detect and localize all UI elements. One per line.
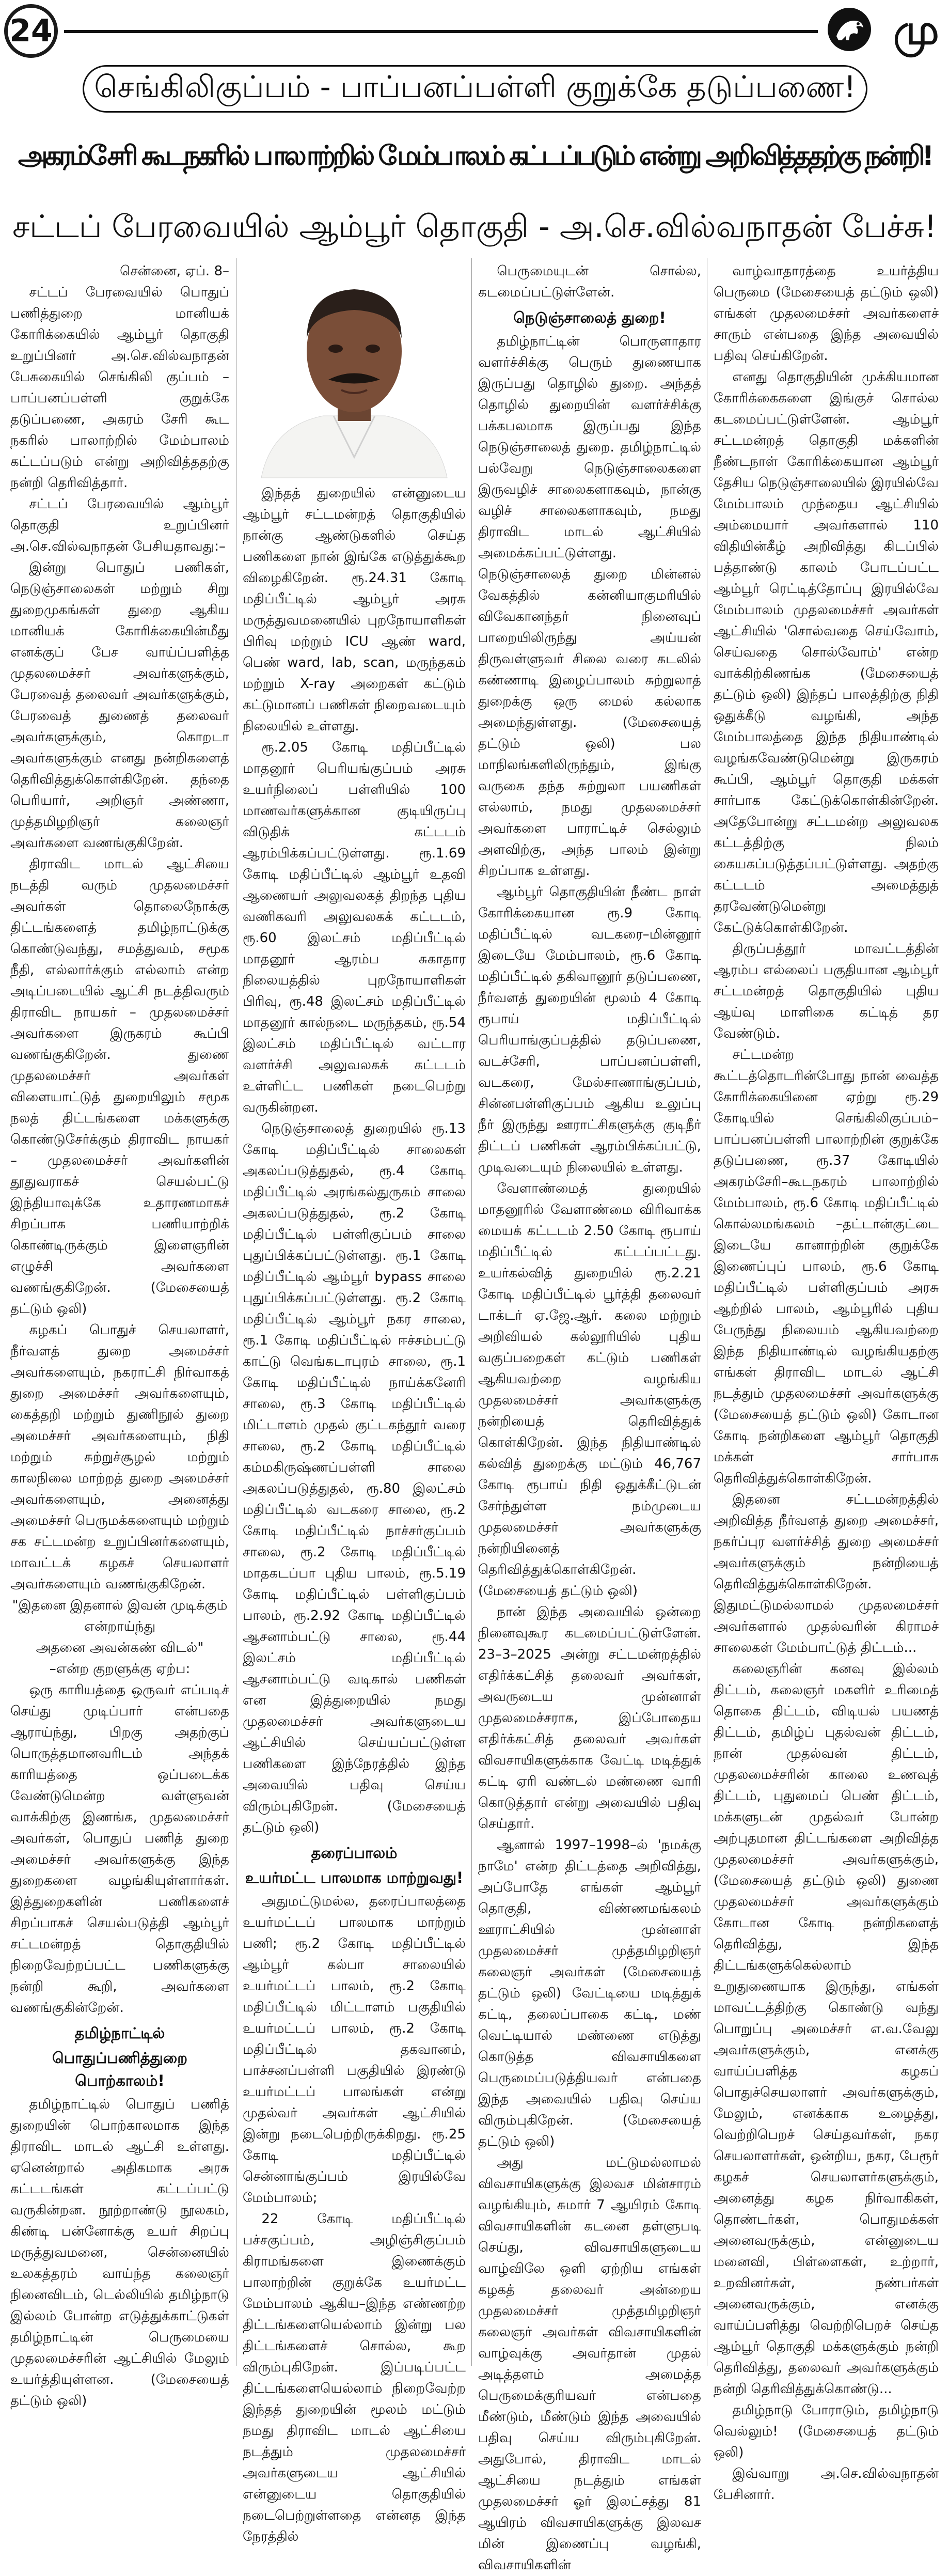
portrait-illustration (241, 261, 468, 478)
body-paragraph: ஒரு காரியத்தை ஒருவர் எப்படிச் செய்து முடிப்பார் என்பதை ஆராய்ந்து, பிறகு அதற்குப் பொருத்தமானவரிடம் அந்தக் காரியத்தை ஒப்படைக்க வேண்டுமென்ற வள்ளுவன் வாக்கிற்கு இணங்க, முதலமைச்சர் அவர்கள், பொதுப் பணித் துறை அமைச்சர் அவர்களுக்கு இந்த துறைகளை வழங்கியுள்ளார்கள். இத்துறைகளின் பணிகளைச் சிறப்பாகச் செயல்படுத்தி ஆம்பூர் சட்டமன்றத் தொகுதியில் நிறைவேற்றப்பட்ட பணிகளுக்கு நன்றி கூறி, அவர்களை வணங்குகின்றேன். (10, 1682, 229, 2016)
article-column-3 (478, 261, 701, 2573)
portrait-photo (241, 261, 468, 478)
closing-paragraph: இவ்வாறு அ.செ.வில்வநாதன் பேசினார். (714, 2466, 939, 2503)
article-column-1 (10, 261, 229, 2409)
body-paragraph: திருப்பத்தூர் மாவட்டத்தின் ஆரம்ப எல்லைப் பகுதியான ஆம்பூர் சட்டமன்றத் தொகுதியில் புதிய ஆய்வு மாளிகை கட்டித் தர வேண்டும். (714, 941, 939, 1041)
section-subheading: உயர்மட்ட பாலமாக மாற்றுவது! (245, 1869, 464, 1886)
dateline: சென்னை, ஏப். 8– (120, 263, 229, 279)
body-paragraph: 22 கோடி மதிப்பீட்டில் பச்சகுப்பம், அழிஞ்சிகுப்பம் கிராமங்களை இணைக்கும் பாலாற்றின் குறுக்கே உயர்மட்ட மேம்பாலம் ஆகிய–இந்த எண்ணற்ற திட்டங்களையெல்லாம் இன்று பல திட்டங்களைச் சொல்ல, கூற விரும்புகிறேன். இப்படிப்பட்ட திட்டங்களையெல்லாம் நிறைவேற்ற இந்தத் துறையின் மூலம் மட்டும் நமது திராவிட மாடல் ஆட்சியை நடத்தும் முதலமைச்சர் அவர்களுடைய ஆட்சியில் என்னுடைய தொகுதியில் நடைபெற்றுள்ளதை என்னத இந்த நேரத்தில் (243, 2211, 466, 2544)
sub-headline: சட்டப் பேரவையில் ஆம்பூர் தொகுதி - அ.செ.வில்வநாதன் பேச்சு! (12, 209, 937, 245)
section-subheading: தமிழ்நாட்டில் (74, 2024, 165, 2042)
body-paragraph: தமிழ்நாட்டின் பொருளாதார வளர்ச்சிக்கு பெரும் துணையாக இருப்பது தொழில் துறை. அந்தத் தொழில் துறையின் வளர்ச்சிக்கு பக்கபலமாக இருப்பது இந்த நெடுஞ்சாலைத் துறை. தமிழ்நாட்டில் பல்வேறு நெடுஞ்சாலைகளை இருவழிச் சாலைகளாகவும், நான்கு வழிச் சாலைகளாகவும், நமது திராவிட மாடல் ஆட்சியில் அமைக்கப்பட்டுள்ளது. நெடுஞ்சாலைத் துறை மின்னல் வேகத்தில் கன்னியாகுமரியில் விவேகானந்தர் நினைவுப் பாறையிலிருந்து அய்யன் திருவள்ளுவர் சிலை வரை கடலில் கண்ணாடி இழைப்பாலம் சுற்றுலாத் துறைக்கு ஒரு மைல் கல்லாக அமைந்துள்ளது. (மேசையைத் தட்டும் ஒலி) பல மாநிலங்களிலிருந்தும், இங்கு வருகை தந்த சுற்றுலா பயணிகள் எல்லாம், நமது முதலமைச்சர் அவர்களை பாராட்டிச் செல்லும் அளவிற்கு, அந்த பாலம் இன்று சிறப்பாக உள்ளது. (478, 334, 701, 879)
body-paragraph: கழகப் பொதுச் செயலாளர், நீர்வளத் துறை அமைச்சர் அவர்களையும், நகராட்சி நிர்வாகத் துறை அமைச்சர் அவர்களையும், கைத்தறி மற்றும் துணிநூல் துறை அமைச்சர் அவர்களையும், நிதி மற்றும் சுற்றுச்சூழல் மற்றும் காலநிலை மாற்றத் துறை அமைச்சர் அவர்களையும், அனைத்து அமைச்சர் பெருமக்களையும் மற்றும் சக சட்டமன்ற உறுப்பினர்களையும், மாவட்டக் கழகச் செயலாளர் அவர்களையும் வணங்குகிறேன். (10, 1322, 229, 1592)
body-paragraph: சட்டமன்ற கூட்டத்தொடரின்போது நான் வைத்த கோரிக்கையினை ஏற்று ரூ.29 கோடியில் செங்கிலிகுப்பம்–பாப்பனப்பள்ளி பாலாற்றின் குறுக்கே தடுப்பணை, ரூ.37 கோடியில் அகரம்சேரி–கூடநகரம் பாலாற்றில் மேம்பாலம், ரூ.6 கோடி மதிப்பீட்டில் கொல்லமங்கலம் –தட்டான்குட்டை இடையே கானாற்றின் குறுக்கே இணைப்புப் பாலம், ரூ.6 கோடி மதிப்பீட்டில் பள்ளிகுப்பம் அரசு ஆற்றில் பாலம், ஆம்பூரில் புதிய பேருந்து நிலையம் ஆகியவற்றை இந்த நிதியாண்டில் வழங்கியதற்கு எங்கள் திராவிட மாடல் ஆட்சி நடத்தும் முதலமைச்சர் அவர்களுக்கு (மேசையைத் தட்டும் ஒலி) கோடான கோடி நன்றிகளை ஆம்பூர் தொகுதி மக்கள் சார்பாக தெரிவித்துக்கொள்கிறேன். (714, 1047, 939, 1486)
body-paragraph: ஆனால் 1997–1998–ல் 'நமக்கு நாமே' என்ற திட்டத்தை அறிவித்து, அப்போதே எங்கள் ஆம்பூர் தொகுதி, விண்ணமங்கலம் ஊராட்சியில் முன்னாள் முதலமைச்சர் முத்தமிழறிஞர் கலைஞர் அவர்கள் (மேசையைத் தட்டும் ஒலி) வேட்டியை மடித்துக் கட்டி, தலைப்பாகை கட்டி, மண் வெட்டியால் மண்ணை எடுத்து கொடுத்த விவசாயிகளை பெருமைப்படுத்தியவர் என்பதை இந்த அவையில் பதிவு செய்ய விரும்புகிறேன். (மேசையைத் தட்டும் ஒலி) (478, 1837, 701, 2149)
body-paragraph: ஆம்பூர் தொகுதியின் நீண்ட நாள் கோரிக்கையான ரூ.9 கோடி மதிப்பீட்டில் வடகரை–மின்னூர் இடையே மேம்பாலம், ரூ.6 கோடி மதிப்பீட்டில் தகிவானூர் தடுப்பணை, நீர்வளத் துறையின் மூலம் 4 கோடி ரூபாய் மதிப்பீட்டில் பெரியாங்குப்பத்தில் தடுப்பணை, வடச்சேரி, பாப்பனப்பள்ளி, வடகரை, மேல்சாணாங்குப்பம், சின்னபள்ளிகுப்பம் ஆகிய உலுப்பு நீர் இருந்து ஊராட்சிகளுக்கு குடிநீர் திட்டப் பணிகள் ஆரம்பிக்கப்பட்டு, முடிவடையும் நிலையில் உள்ளது. (478, 884, 701, 1175)
main-headline: அகரம்சேரி கூடநகரில் பாலாற்றில் மேம்பாலம் கட்டப்படும் என்று அறிவித்ததற்கு நன்றி! (18, 140, 931, 171)
article-column-4 (714, 261, 939, 2503)
body-paragraph: தமிழ்நாடு போராடும், தமிழ்நாடு வெல்லும்! (மேசையைத் தட்டும் ஒலி) (714, 2402, 939, 2460)
masthead-title-fragment: மு (893, 6, 939, 54)
body-paragraph: இதனை சட்டமன்றத்தில் அறிவித்த நீர்வளத் துறை அமைச்சர், நகர்ப்புர வளர்ச்சித் துறை அமைச்சர் அவர்களுக்கும் நன்றியைத் தெரிவித்துக்கொள்கிறேன். இதுமட்டுமல்லாமல் முதலமைச்சர் அவர்களால் முதல்வரின் கிராமச் சாலைகள் மேம்பாட்டுத் திட்டம்... (714, 1492, 939, 1656)
body-paragraph: எனது தொகுதியின் முக்கியமான கோரிக்கைகளை இங்குச் சொல்ல கடமைப்பட்டுள்ளேன். ஆம்பூர் சட்டமன்றத் தொகுதி மக்களின் நீண்டநாள் கோரிக்கையான ஆம்பூர் தேசிய நெடுஞ்சாலையில் இரயில்வே மேம்பாலம் முந்தைய ஆட்சியில் அம்மையார் அவர்களால் 110 விதியின்கீழ் அறிவித்து கிடப்பில் பத்தாண்டு காலம் போடப்பட்ட ஆம்பூர் ரெட்டித்தோப்பு இரயில்வே மேம்பாலம் முதலமைச்சர் அவர்கள் ஆட்சியில் 'சொல்வதை செய்வோம், செய்வதை சொல்வோம்' என்ற வாக்கிற்கிணங்க (மேசையைத் தட்டும் ஒலி) இந்தப் பாலத்திற்கு நிதி ஒதுக்கீடு வழங்கி, அந்த மேம்பாலத்தை இந்த நிதியாண்டில் வழங்கவேண்டுமென்று இருகரம் கூப்பி, ஆம்பூர் தொகுதி மக்கள் சார்பாக கேட்டுக்கொள்கின்றேன். அதேபோன்று சட்டமன்ற அலுவலக கட்டத்திற்கு நிலம் கையகப்படுத்தப்பட்டுள்ளது. அதற்கு கட்டடம் அமைத்துத் தரவேண்டுமென்று கேட்டுக்கொள்கிறேன். (714, 369, 939, 935)
body-paragraph: நெடுஞ்சாலைத் துறையில் ரூ.13 கோடி மதிப்பீட்டில் சாலைகள் அகலப்படுத்துதல், ரூ.4 கோடி மதிப்பீட்டில் அரங்கல்துருகம் சாலை அகலப்படுத்துதல், ரூ.2 கோடி மதிப்பீட்டில் பள்ளிகுப்பம் சாலை புதுப்பிக்கப்பட்டுள்ளது. ரூ.1 கோடி மதிப்பீட்டில் ஆம்பூர் bypass சாலை புதுப்பிக்கப்பட்டுள்ளது. ரூ.2 கோடி மதிப்பீட்டில் ஆம்பூர் நகர சாலை, ரூ.1 கோடி மதிப்பீட்டில் ஈச்சம்பட்டு காட்டு வெங்கடாபுரம் சாலை, ரூ.1 கோடி மதிப்பீட்டில் நாய்க்கனேரி சாலை, ரூ.3 கோடி மதிப்பீட்டில் மிட்டாளம் முதல் குட்டகந்தூர் வரை சாலை, ரூ.2 கோடி மதிப்பீட்டில் கம்மகிருஷ்ணப்பள்ளி சாலை அகலப்படுத்துதல், ரூ.80 இலட்சம் மதிப்பீட்டில் வடகரை சாலை, ரூ.2 கோடி மதிப்பீட்டில் நாச்சர்குப்பம் சாலை, ரூ.2 கோடி மதிப்பீட்டில் மாதகடப்பா புதிய பாலம், ரூ.5.19 கோடி மதிப்பீட்டில் பள்ளிகுப்பம் பாலம், ரூ.2.92 கோடி மதிப்பீட்டில் ஆசனாம்பட்டு சாலை, ரூ.44 இலட்சம் மதிப்பீட்டில் ஆசனாம்பட்டு வடிகால் பணிகள் என இத்துறையில் நமது முதலமைச்சர் அவர்களுடைய ஆட்சியில் செய்யப்பட்டுள்ள பணிகளை இந்நேரத்தில் இந்த அவையில் பதிவு செய்ய விரும்புகிறேன். (மேசையைத் தட்டும் ஒலி) (243, 1121, 466, 1835)
body-paragraph: சட்டப் பேரவையில் பொதுப் பணித்துறை மானியக் கோரிக்கையில் ஆம்பூர் தொகுதி உறுப்பினர் அ.செ.வில்வநாதன் பேசுகையில் செங்கிலி குப்பம் – பாப்பனப்பள்ளி குறுக்கே தடுப்பணை, அகரம் சேரி கூட நகரில் பாலாற்றில் மேம்பாலம் கட்டப்படும் என்று அறிவித்ததற்கு நன்றி தெரிவித்தார். (10, 285, 229, 491)
body-paragraph: இந்தத் துறையில் என்னுடைய ஆம்பூர் சட்டமன்றத் தொகுதியில் நான்கு ஆண்டுகளில் செய்த பணிகளை நான் இங்கே எடுத்துக்கூற விழைகிறேன். ரூ.24.31 கோடி மதிப்பீட்டில் ஆம்பூர் அரசு மருத்துவமனையில் புறநோயாளிகள் பிரிவு மற்றும் ICU ஆண் ward, பெண் ward, lab, scan, மருந்தகம் மற்றும் X-ray அறைகள் கட்டும் கட்டுமானப் பணிகள் நிறைவடையும் நிலையில் உள்ளது. (243, 486, 466, 734)
body-paragraph: வாழ்வாதாரத்தை உயர்த்திய பெருமை (மேசையைத் தட்டும் ஒலி) எங்கள் முதலமைச்சர் அவர்களைச் சாரும் என்பதை இந்த அவையில் பதிவு செய்கிறேன். (714, 263, 939, 364)
body-paragraph: இன்று பொதுப் பணிகள், நெடுஞ்சாலைகள் மற்றும் சிறு துறைமுகங்கள் துறை ஆகிய மானியக் கோரிக்கையின்மீது எனக்குப் பேச வாய்ப்பளித்த முதலமைச்சர் அவர்களுக்கும், பேரவைத் தலைவர் அவர்களுக்கும், பேரவைத் துணைத் தலைவர் அவர்களுக்கும், கொறடா அவர்களுக்கும் எனது நன்றிகளைத் தெரிவித்துக்கொள்கிறேன். தந்தை பெரியார், அறிஞர் அண்ணா, முத்தமிழறிஞர் கலைஞர் அவர்களை வணங்குகிறேன். (10, 560, 229, 851)
body-paragraph: அது மட்டுமல்லாமல் விவசாயிகளுக்கு இலவச மின்சாரம் வழங்கியும், சுமார் 7 ஆயிரம் கோடி விவசாயிகளின் கடனை தள்ளுபடி செய்து, விவசாயிகளுடைய வாழ்விலே ஒளி ஏற்றிய எங்கள் கழகத் தலைவர் அன்றைய முதலமைச்சர் முத்தமிழறிஞர் கலைஞர் அவர்கள் விவசாயிகளின் வாழ்வுக்கு அவர்தான் முதல் அடித்தளம் அமைத்த பெருமைக்குரியவர் என்பதை மீண்டும், மீண்டும் இந்த அவையில் பதிவு செய்ய விரும்புகிறேன். அதுபோல், திராவிட மாடல் ஆட்சியை நடத்தும் எங்கள் முதலமைச்சர் ஓர் இலட்சத்து 81 ஆயிரம் விவசாயிகளுக்கு இலவச மின் இணைப்பு வழங்கி, விவசாயிகளின் (478, 2155, 701, 2573)
page-number: 24 (4, 4, 58, 58)
quote-line: "இதனை இதனால் இவன் முடிக்கும் என்றாய்ந்து (12, 1598, 228, 1634)
body-paragraph: நான் இந்த அவையில் ஒன்றை நினைவுகூர கடமைப்பட்டுள்ளேன். 23–3–2025 அன்று சட்டமன்றத்தில் எதிர்க்கட்சித் தலைவர் அவர்கள், அவருடைய முன்னாள் முதலமைச்சராக, இப்போதைய எதிர்க்கட்சித் தலைவர் அவர்கள் விவசாயிகளுக்காக வேட்டி மடித்துக் கட்டி ஏரி வண்டல் மண்ணை வாரி கொடுத்தார் என்று அவையில் பதிவு செய்தார். (478, 1604, 701, 1832)
ram-logo-icon (826, 6, 873, 53)
section-subheading: பொதுப்பணித்துறை பொற்காலம்! (52, 2049, 187, 2089)
quote-attribution: –என்ற குறளுக்கு ஏற்ப: (49, 1661, 191, 1677)
body-paragraph: பெருமையுடன் சொல்ல, கடமைப்பட்டுள்ளேன். (478, 263, 701, 300)
kicker-headline: செங்கிலிகுப்பம் - பாப்பனப்பள்ளி குறுக்கே தடுப்பணை! (83, 65, 867, 113)
body-paragraph: ரூ.2.05 கோடி மதிப்பீட்டில் மாதனூர் பெரியங்குப்பம் அரசு உயர்நிலைப் பள்ளியில் 100 மாணவர்களுக்கான குடியிருப்பு விடுதிக் கட்டடம் ஆரம்பிக்கப்பட்டுள்ளது. ரூ.1.69 கோடி மதிப்பீட்டில் ஆம்பூர் உதவி ஆணையர் அலுவலகத் திறந்த புதிய வணிகவரி அலுவலகக் கட்டடம், ரூ.60 இலட்சம் மதிப்பீட்டில் மாதனூர் ஆரம்ப சுகாதார நிலையத்தில் புறநோயாளிகள் பிரிவு, ரூ.48 இலட்சம் மதிப்பீட்டில் மாதனூர் கால்நடை மருந்தகம், ரூ.54 இலட்சம் மதிப்பீட்டில் வட்டார வளர்ச்சி அலுவலகக் கட்டடம் உள்ளிட்ட பணிகள் நடைபெற்று வருகின்றன. (243, 740, 466, 1115)
masthead-rule (64, 30, 818, 33)
section-subheading: தரைப்பாலம் (311, 1844, 398, 1862)
body-paragraph: கலைஞரின் கனவு இல்லம் திட்டம், கலைஞர் மகளிர் உரிமைத் தொகை திட்டம், விடியல் பயணத் திட்டம், தமிழ்ப் புதல்வன் திட்டம், நான் முதல்வன் திட்டம், முதலமைச்சரின் காலை உணவுத் திட்டம், புதுமைப் பெண் திட்டம், மக்களுடன் முதல்வர் போன்ற அற்புதமான திட்டங்களை அறிவித்த முதலமைச்சர் அவர்களுக்கும், (மேசையைத் தட்டும் ஒலி) துணை முதலமைச்சர் அவர்களுக்கும் கோடான கோடி நன்றிகளைத் தெரிவித்து, இந்த திட்டங்களுக்கெல்லாம் உறுதுணையாக இருந்து, எங்கள் மாவட்டத்திற்கு கொண்டு வந்து பொறுப்பு அமைச்சர் எ.வ.வேலு அவர்களுக்கும், எனக்கு வாய்ப்பளித்த கழகப் பொதுச்செயலாளர் அவர்களுக்கும், மேலும், எனக்காக உழைத்து, வெற்றிபெறச் செய்தவர்கள், நகர செயலாளர்கள், ஒன்றிய, நகர, பேரூர் கழகச் செயலாளர்களுக்கும், அனைத்து கழக நிர்வாகிகள், தொண்டர்கள், பொதுமக்கள் அனைவருக்கும், என்னுடைய மனைவி, பிள்ளைகள், உற்றார், உறவினர்கள், நண்பர்கள் அனைவருக்கும், எனக்கு வாய்ப்பளித்து வெற்றிபெறச் செய்த ஆம்பூர் தொகுதி மக்களுக்கும் நன்றி தெரிவித்து, தலைவர் அவர்களுக்கும் நன்றி தெரிவித்துக்கொண்டு... (714, 1661, 939, 2397)
body-paragraph: சட்டப் பேரவையில் ஆம்பூர் தொகுதி உறுப்பினர் அ.செ.வில்வநாதன் பேசியதாவது:– (10, 496, 229, 554)
masthead (0, 0, 949, 62)
column-rule (471, 258, 472, 2366)
article-column-2 (243, 483, 466, 2544)
section-subheading: நெடுஞ்சாலைத் துறை! (513, 309, 666, 326)
quote-line: அதனை அவன்கண் விடல்" (36, 1640, 204, 1656)
body-paragraph: தமிழ்நாட்டில் பொதுப் பணித் துறையின் பொற்காலமாக இந்த திராவிட மாடல் ஆட்சி உள்ளது. ஏனென்றால் அதிகமாக அரசு கட்டடங்கள் கட்டப்பட்டு வருகின்றன. நூற்றாண்டு நூலகம், கிண்டி பன்னோக்கு உயர் சிறப்பு மருத்துவமனை, சென்னையில் உலகத்தரம் வாய்ந்த கலைஞர் நினைவிடம், டெல்லியில் தமிழ்நாடு இல்லம் போன்ற எடுத்துக்காட்டுகள் தமிழ்நாட்டின் பெருமையை முதலமைச்சரின் ஆட்சியில் மேலும் உயர்த்தியுள்ளன. (மேசையைத் தட்டும் ஒலி) (10, 2097, 229, 2409)
body-paragraph: அதுமட்டுமல்ல, தரைப்பாலத்தை உயர்மட்டப் பாலமாக மாற்றும் பணி; ரூ.2 கோடி மதிப்பீட்டில் ஆம்பூர் கல்பா சாலையில் உயர்மட்டப் பாலம், ரூ.2 கோடி மதிப்பீட்டில் மிட்டாளம் பகுதியில் உயர்மட்டப் பாலம், ரூ.2 கோடி மதிப்பீட்டில் தகவானம், பாச்சனப்பள்ளி பகுதியில் இரண்டு உயர்மட்டப் பாலங்கள் என்று முதல்வர் அவர்கள் ஆட்சியில் இன்று நடைபெற்றிருக்கிறது. ரூ.25 கோடி மதிப்பீட்டில் சென்னாங்குப்பம் இரயில்வே மேம்பாலம்; (243, 1894, 466, 2206)
body-paragraph: திராவிட மாடல் ஆட்சியை நடத்தி வரும் முதலமைச்சர் அவர்கள் தொலைநோக்கு திட்டங்களைத் தமிழ்நாட்டுக்கு கொண்டுவந்து, சமத்துவம், சமூக நீதி, எல்லார்க்கும் எல்லாம் என்ற அடிப்படையில் ஆட்சி நடத்திவரும் திராவிட நாயகர் – முதலமைச்சர் அவர்களை இருகரம் கூப்பி வணங்குகிறேன். துணை முதலமைச்சர் அவர்கள் விளையாட்டுத் துறையிலும் சமூக நலத் திட்டங்களை மக்களுக்கு கொண்டுசேர்க்கும் திராவிட நாயகர் – முதலமைச்சர் அவர்களின் தூதுவராகச் செயல்பட்டு இந்தியாவுக்கே உதாரணமாகச் சிறப்பாக பணியாற்றிக் கொண்டிருக்கும் இளைஞரின் எழுச்சி அவர்களை வணங்குகிறேன். (மேசையைத் தட்டும் ஒலி) (10, 856, 229, 1317)
body-paragraph: வேளாண்மைத் துறையில் மாதனூரில் வேளாண்மை விரிவாக்க மையக் கட்டடம் 2.50 கோடி ரூபாய் மதிப்பீட்டில் கட்டப்பட்டது. உயர்கல்வித் துறையில் ரூ.2.21 கோடி மதிப்பீட்டில் பூர்த்தி தலைவர் டாக்டர் ஏ.ஜே.ஆர். கலை மற்றும் அறிவியல் கல்லூரியில் புதிய வகுப்பறைகள் கட்டும் பணிகள் ஆகியவற்றை வழங்கிய முதலமைச்சர் அவர்களுக்கு நன்றியைத் தெரிவித்துக் கொள்கிறேன். இந்த நிதியாண்டில் கல்வித் துறைக்கு மட்டும் 46,767 கோடி ரூபாய் நிதி ஒதுக்கீட்டுடன் சேர்ந்துள்ள நம்முடைய முதலமைச்சர் அவர்களுக்கு நன்றியினைத் தெரிவித்துக்கொள்கிறேன். (மேசையைத் தட்டும் ஒலி) (478, 1181, 701, 1599)
